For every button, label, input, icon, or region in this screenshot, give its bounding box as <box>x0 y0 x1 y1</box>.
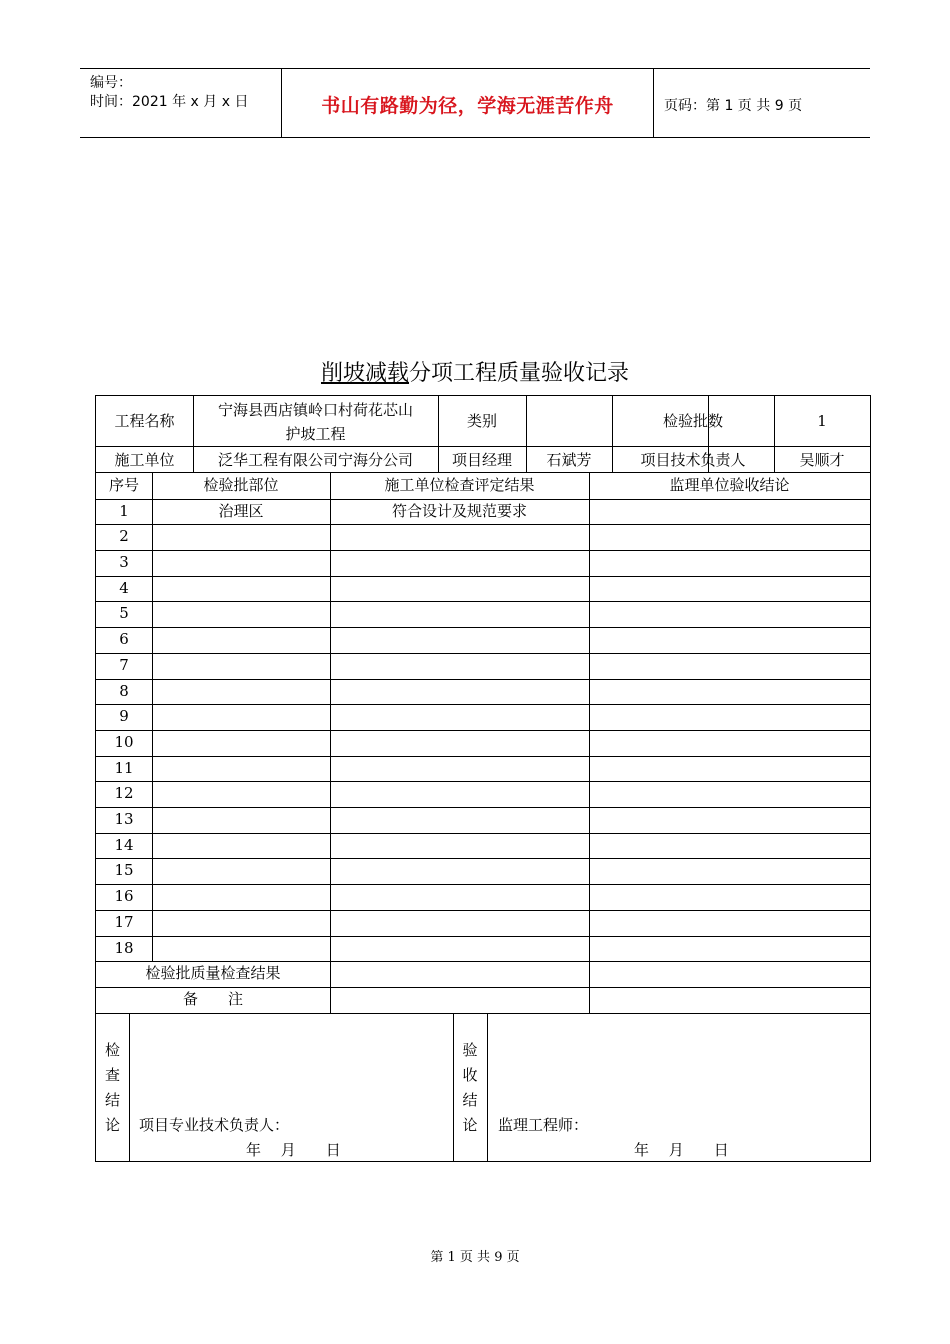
grid-line <box>96 807 870 808</box>
tech-lead-label: 项目技术负责人 <box>640 451 746 469</box>
manager-label: 项目经理 <box>451 451 512 469</box>
row-serial-no: 16 <box>114 887 134 905</box>
accept-conclusion-char: 结 <box>462 1091 478 1109</box>
row-serial-no: 7 <box>119 656 129 674</box>
batch-count-value: 1 <box>817 412 827 430</box>
grid-line <box>96 653 870 654</box>
tech-lead-value: 吴顺才 <box>799 451 845 469</box>
header-contractor-result: 施工单位检查评定结果 <box>384 476 535 494</box>
grid-line <box>330 473 331 1013</box>
header-motto: 书山有路勤为径，学海无涯苦作舟 <box>321 95 614 117</box>
grid-line <box>96 910 870 911</box>
check-signer-label: 项目专业技术负责人： <box>139 1116 290 1134</box>
batch-count-label: 检验批数 <box>662 412 723 430</box>
quality-result-label: 检验批质量检查结果 <box>145 964 281 982</box>
header-page-label: 页码：第 1 页 共 9 页 <box>664 98 803 114</box>
grid-line <box>453 1013 454 1161</box>
check-conclusion-char: 论 <box>104 1116 120 1134</box>
category-label: 类别 <box>466 412 497 430</box>
accept-conclusion-char: 收 <box>462 1066 478 1084</box>
grid-line <box>96 961 870 962</box>
header-batch-part: 检验批部位 <box>203 476 279 494</box>
row-serial-no: 12 <box>114 784 134 802</box>
row-serial-no: 9 <box>119 707 129 725</box>
grid-line <box>96 446 870 447</box>
row-serial-no: 18 <box>114 939 134 957</box>
project-name-value-line1: 宁海县西店镇岭口村荷花芯山 <box>217 401 413 419</box>
grid-line <box>129 1013 130 1161</box>
row-batch-part: 治理区 <box>218 502 264 520</box>
grid-line <box>96 987 870 988</box>
grid-line <box>589 473 590 1013</box>
check-date-label: 年 月 日 <box>246 1141 341 1159</box>
manager-value: 石斌芳 <box>546 451 592 469</box>
row-serial-no: 15 <box>114 861 134 879</box>
row-serial-no: 1 <box>119 502 129 520</box>
row-serial-no: 4 <box>119 579 129 597</box>
grid-line <box>96 704 870 705</box>
check-conclusion-char: 结 <box>104 1091 120 1109</box>
check-conclusion-char: 查 <box>104 1066 120 1084</box>
accept-signer-label: 监理工程师： <box>498 1116 589 1134</box>
grid-line <box>96 833 870 834</box>
document-time-label: 时间：2021 年 x 月 x 日 <box>90 94 249 110</box>
accept-conclusion-char: 论 <box>462 1116 478 1134</box>
header-serial-no: 序号 <box>108 476 139 494</box>
remarks-label: 备 注 <box>182 990 243 1008</box>
accept-conclusion-char: 验 <box>462 1041 478 1059</box>
grid-line <box>96 936 870 937</box>
grid-line <box>96 884 870 885</box>
header-left-cell <box>80 69 281 137</box>
grid-line <box>96 781 870 782</box>
document-number-label: 编号： <box>90 75 132 91</box>
row-serial-no: 5 <box>119 604 129 622</box>
form-title-rest: 分项工程质量验收记录 <box>409 361 630 386</box>
grid-line <box>96 730 870 731</box>
grid-line <box>96 858 870 859</box>
row-serial-no: 17 <box>114 913 134 931</box>
project-name-value-line2: 护坡工程 <box>285 425 346 443</box>
row-serial-no: 6 <box>119 630 129 648</box>
grid-line <box>96 550 870 551</box>
page-footer: 第 1 页 共 9 页 <box>430 1250 520 1265</box>
grid-line <box>96 499 870 500</box>
row-contractor-result: 符合设计及规范要求 <box>391 502 527 520</box>
grid-line <box>96 601 870 602</box>
contractor-value: 泛华工程有限公司宁海分公司 <box>217 451 413 469</box>
contractor-label: 施工单位 <box>114 451 175 469</box>
grid-line <box>152 473 153 961</box>
row-serial-no: 11 <box>114 759 134 777</box>
row-serial-no: 2 <box>119 527 129 545</box>
check-conclusion-char: 检 <box>104 1041 120 1059</box>
row-serial-no: 13 <box>114 810 134 828</box>
grid-line <box>96 524 870 525</box>
form-title-underlined: 削坡减载 <box>320 361 409 386</box>
grid-line <box>96 627 870 628</box>
acceptance-record-form <box>95 395 871 1162</box>
header-supervisor-conclusion: 监理单位验收结论 <box>669 476 790 494</box>
header-center-cell <box>281 69 654 137</box>
accept-date-label: 年 月 日 <box>634 1141 729 1159</box>
row-serial-no: 3 <box>119 553 129 571</box>
form-title <box>0 356 950 387</box>
row-serial-no: 14 <box>114 836 134 854</box>
header-right-cell <box>654 69 870 137</box>
grid-line <box>96 576 870 577</box>
row-serial-no: 10 <box>114 733 134 751</box>
document-header <box>80 68 870 138</box>
grid-line <box>96 1013 870 1014</box>
project-name-label: 工程名称 <box>114 412 175 430</box>
grid-line <box>96 472 870 473</box>
row-serial-no: 8 <box>119 682 129 700</box>
grid-line <box>96 756 870 757</box>
grid-line <box>487 1013 488 1161</box>
grid-line <box>96 679 870 680</box>
